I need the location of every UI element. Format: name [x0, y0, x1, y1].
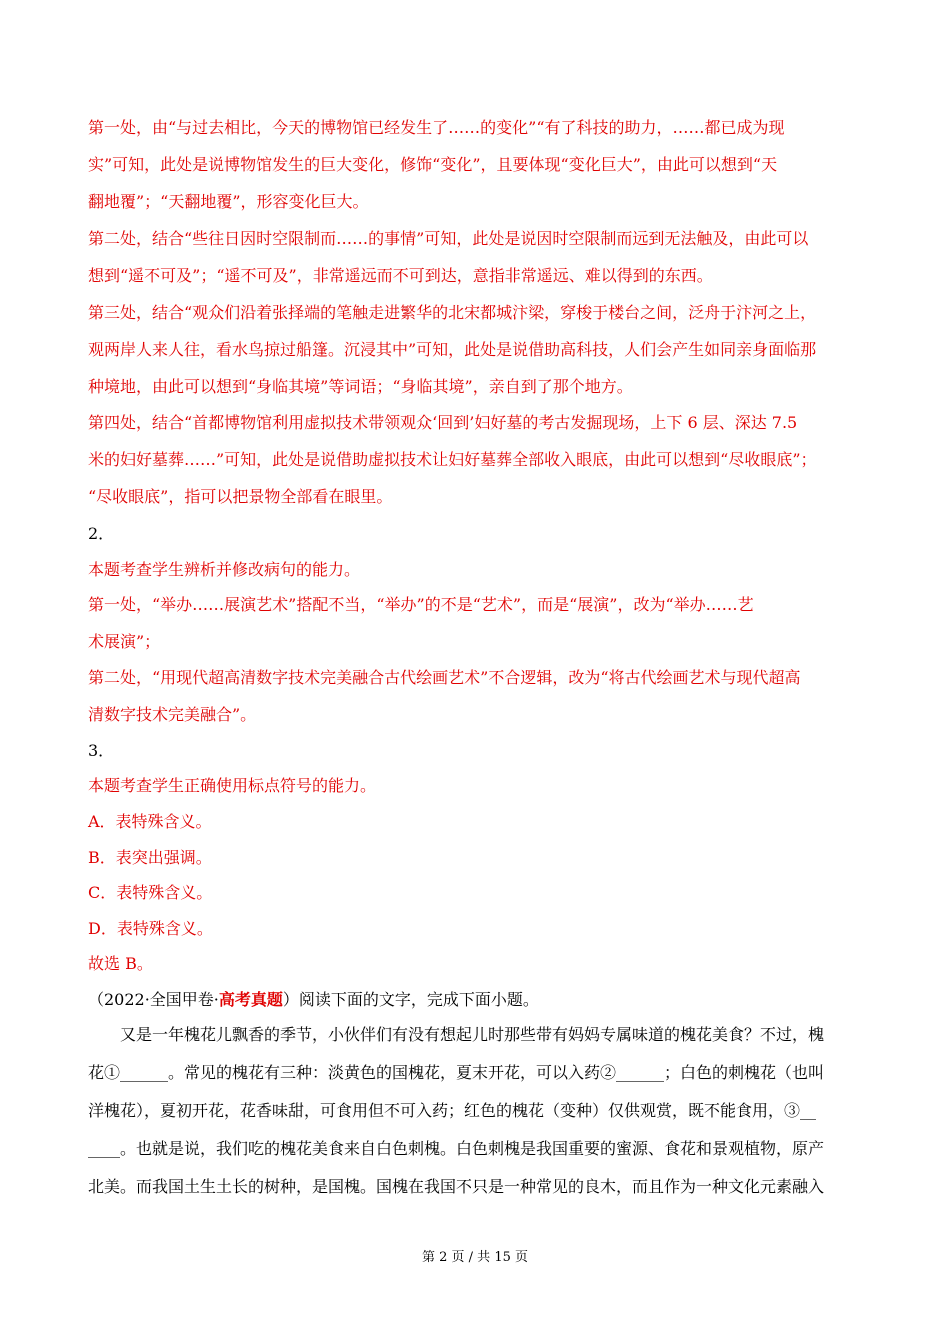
q3-option-c: C．表特殊含义。	[88, 883, 213, 902]
q1-p1-line-1: 第一处，由“与过去相比，今天的博物馆已经发生了……的变化”“有了科技的助力，……都已成为现	[88, 118, 785, 137]
q2-p1-line-1: 第一处，“举办……展演艺术”搭配不当，“举办”的不是“艺术”，而是“展演”，改为“举办……艺	[88, 595, 754, 614]
q1-p3-line-3: 种境地，由此可以想到“身临其境”等词语；“身临其境”，亲自到了那个地方。	[88, 377, 633, 396]
passage-line-3: 洋槐花），夏初开花，花香味甜，可食用但不可入药；红色的槐花（变种）仅供观赏，既不能食用，③__	[88, 1101, 817, 1120]
q1-p3-line-2: 观两岸人来人往，看水鸟掠过船篷。沉浸其中”可知，此处是说借助高科技，人们会产生如同亲身面临那	[88, 340, 817, 359]
q1-p1-line-3: 翻地覆”；“天翻地覆”，形容变化巨大。	[88, 192, 369, 211]
q3-option-a: A．表特殊含义。	[88, 812, 212, 831]
source-prefix: （2022·全国甲卷·	[88, 990, 219, 1009]
passage-line-2: 花①______。常见的槐花有三种：淡黄色的国槐花，夏末开花，可以入药②______；白色的刺槐花（也叫	[88, 1063, 825, 1082]
q1-p2-line-2: 想到“遥不可及”；“遥不可及”，非常遥远而不可到达，意指非常遥远、难以得到的东西。	[88, 266, 713, 285]
q2-number: 2．	[88, 524, 115, 543]
passage-line-4: ____。也就是说，我们吃的槐花美食来自白色刺槐。白色刺槐是我国重要的蜜源、食花和景观植物，原产	[88, 1139, 825, 1158]
q1-p4-line-2: 米的妇好墓葬……”可知，此处是说借助虚拟技术让妇好墓葬全部收入眼底，由此可以想到“尽收眼底”；	[88, 450, 817, 469]
q1-p1-line-2: 实”可知，此处是说博物馆发生的巨大变化，修饰“变化”，且要体现“变化巨大”，由此可以想到“天	[88, 155, 778, 174]
q3-number: 3．	[88, 741, 115, 760]
source-tag: 高考真题	[218, 990, 283, 1009]
passage-line-5: 北美。而我国土生土长的树种，是国槐。国槐在我国不只是一种常见的良木，而且作为一种文化元素融入	[88, 1177, 825, 1196]
q1-p4-line-3: “尽收眼底”，指可以把景物全部看在眼里。	[88, 487, 393, 506]
question-source-line	[88, 990, 539, 1010]
q2-p1-line-2: 术展演”；	[88, 632, 161, 651]
q3-option-d: D．表特殊含义。	[88, 919, 213, 938]
q1-p4-line-1: 第四处，结合“首都博物馆利用虚拟技术带领观众‘回到’妇好墓的考古发掘现场，上下 6 层、深达 7.5	[88, 413, 798, 432]
q1-p3-line-1: 第三处，结合“观众们沿着张择端的笔触走进繁华的北宋都城汴梁，穿梭于楼台之间，泛舟于汴河之上，	[88, 303, 817, 322]
q1-p2-line-1: 第二处，结合“些往日因时空限制而……的事情”可知，此处是说因时空限制而远到无法触及，由此可以	[88, 229, 809, 248]
passage-line-1: 又是一年槐花儿飘香的季节，小伙伴们有没有想起儿时那些带有妈妈专属味道的槐花美食？不过，槐	[120, 1025, 825, 1044]
source-suffix: ）阅读下面的文字，完成下面小题。	[282, 990, 539, 1009]
page-number-footer: 第 2 页 / 共 15 页	[422, 1250, 528, 1265]
q3-option-b: B．表突出强调。	[88, 848, 212, 867]
q2-p2-line-2: 清数字技术完美融合”。	[88, 705, 257, 724]
q3-answer: 故选 B。	[88, 954, 153, 973]
q2-p2-line-1: 第二处，“用现代超高清数字技术完美融合古代绘画艺术”不合逻辑，改为“将古代绘画艺术与现代超高	[88, 668, 801, 687]
q3-intro: 本题考查学生正确使用标点符号的能力。	[88, 776, 377, 795]
q2-intro: 本题考查学生辨析并修改病句的能力。	[88, 560, 361, 579]
